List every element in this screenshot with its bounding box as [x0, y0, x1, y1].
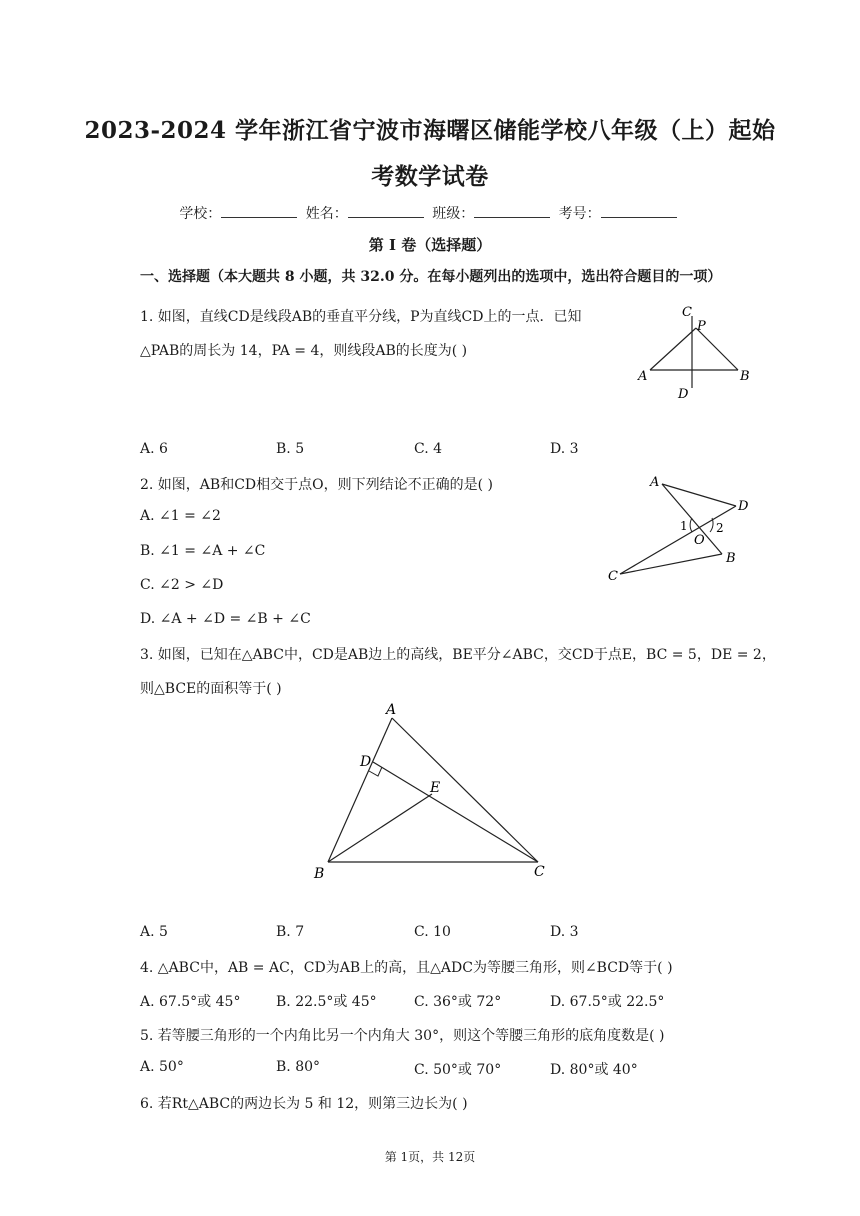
q1-line2: △PAB的周长为 14，PA = 4，则线段AB的长度为( ) — [140, 343, 468, 359]
q1-label-p: P — [697, 319, 706, 334]
q2-option-d[interactable]: D. ∠A + ∠D = ∠B + ∠C — [140, 611, 311, 627]
q5-option-c[interactable]: C. 50°或 70° — [414, 1062, 502, 1078]
q4-option-a[interactable]: A. 67.5°或 45° — [140, 994, 241, 1010]
number-label: 考号： — [558, 206, 601, 222]
q1-label-a: A — [638, 369, 648, 384]
section-title: 一、选择题（本大题共 8 小题，共 32.0 分。在每小题列出的选项中，选出符合题目的一项） — [140, 269, 722, 285]
q3-label-c: C — [534, 864, 545, 880]
exam-title-line2: 考数学试卷 — [371, 163, 489, 190]
q2-option-b[interactable]: B. ∠1 = ∠A + ∠C — [140, 543, 266, 559]
q3-line2: 则△BCE的面积等于( ) — [140, 681, 282, 697]
q3-option-a[interactable]: A. 5 — [140, 924, 168, 940]
q1-label-c: C — [682, 305, 692, 320]
q1-line1: 1. 如图，直线CD是线段AB的垂直平分线，P为直线CD上的一点．已知 — [140, 309, 582, 325]
q3-option-c[interactable]: C. 10 — [414, 924, 451, 940]
q3-option-b[interactable]: B. 7 — [276, 924, 305, 940]
q2-label-1: 1 — [680, 519, 688, 533]
school-label: 学校： — [179, 206, 222, 222]
student-info-row — [0, 203, 860, 223]
name-blank — [348, 205, 424, 218]
page-footer: 第 1页，共 12页 — [384, 1150, 476, 1164]
q4-option-c[interactable]: C. 36°或 72° — [414, 994, 502, 1010]
q4-option-d[interactable]: D. 67.5°或 22.5° — [550, 994, 665, 1010]
q6-line1: 6. 若Rt△ABC的两边长为 5 和 12，则第三边长为( ) — [140, 1096, 468, 1112]
q1-option-a[interactable]: A. 6 — [140, 441, 168, 457]
q2-label-o: O — [694, 533, 705, 548]
q1-figure — [630, 300, 760, 410]
q2-label-a: A — [650, 475, 660, 490]
q2-label-b: B — [726, 551, 736, 566]
q1-option-d[interactable]: D. 3 — [550, 441, 579, 457]
q1-label-d: D — [678, 387, 689, 402]
q3-line1: 3. 如图，已知在△ABC中，CD是AB边上的高线，BE平分∠ABC，交CD于点E，BC = 5，DE = 2， — [140, 647, 776, 663]
q3-label-e: E — [430, 780, 441, 796]
class-label: 班级： — [432, 206, 475, 222]
q5-line1: 5. 若等腰三角形的一个内角比另一个内角大 30°，则这个等腰三角形的底角度数是( ) — [140, 1028, 665, 1044]
q2-label-d: D — [738, 499, 749, 514]
number-blank — [601, 205, 677, 218]
q3-label-a: A — [386, 702, 397, 718]
q1-option-c[interactable]: C. 4 — [414, 441, 443, 457]
exam-title-line1: 2023-2024 学年浙江省宁波市海曙区储能学校八年级（上）起始 — [84, 117, 776, 144]
q5-option-a[interactable]: A. 50° — [140, 1059, 184, 1075]
q2-option-c[interactable]: C. ∠2 > ∠D — [140, 577, 224, 593]
class-blank — [474, 205, 550, 218]
q5-option-d[interactable]: D. 80°或 40° — [550, 1062, 638, 1078]
q2-figure — [600, 470, 760, 588]
q1-label-b: B — [740, 369, 750, 384]
q1-option-b[interactable]: B. 5 — [276, 441, 305, 457]
q2-label-2: 2 — [716, 521, 724, 535]
name-label: 姓名： — [305, 206, 348, 222]
q3-figure — [300, 700, 560, 890]
school-blank — [221, 205, 297, 218]
q3-option-d[interactable]: D. 3 — [550, 924, 579, 940]
q3-label-d: D — [360, 754, 372, 770]
q3-label-b: B — [314, 866, 325, 882]
q2-option-a[interactable]: A. ∠1 = ∠2 — [140, 508, 221, 524]
part-title: 第 I 卷（选择题） — [368, 236, 492, 254]
q2-label-c: C — [608, 569, 618, 584]
q4-line1: 4. △ABC中，AB = AC，CD为AB上的高，且△ADC为等腰三角形，则∠BCD等于( ) — [140, 960, 673, 976]
q2-line1: 2. 如图，AB和CD相交于点O，则下列结论不正确的是( ) — [140, 477, 493, 493]
q4-option-b[interactable]: B. 22.5°或 45° — [276, 994, 377, 1010]
q5-option-b[interactable]: B. 80° — [276, 1059, 321, 1075]
